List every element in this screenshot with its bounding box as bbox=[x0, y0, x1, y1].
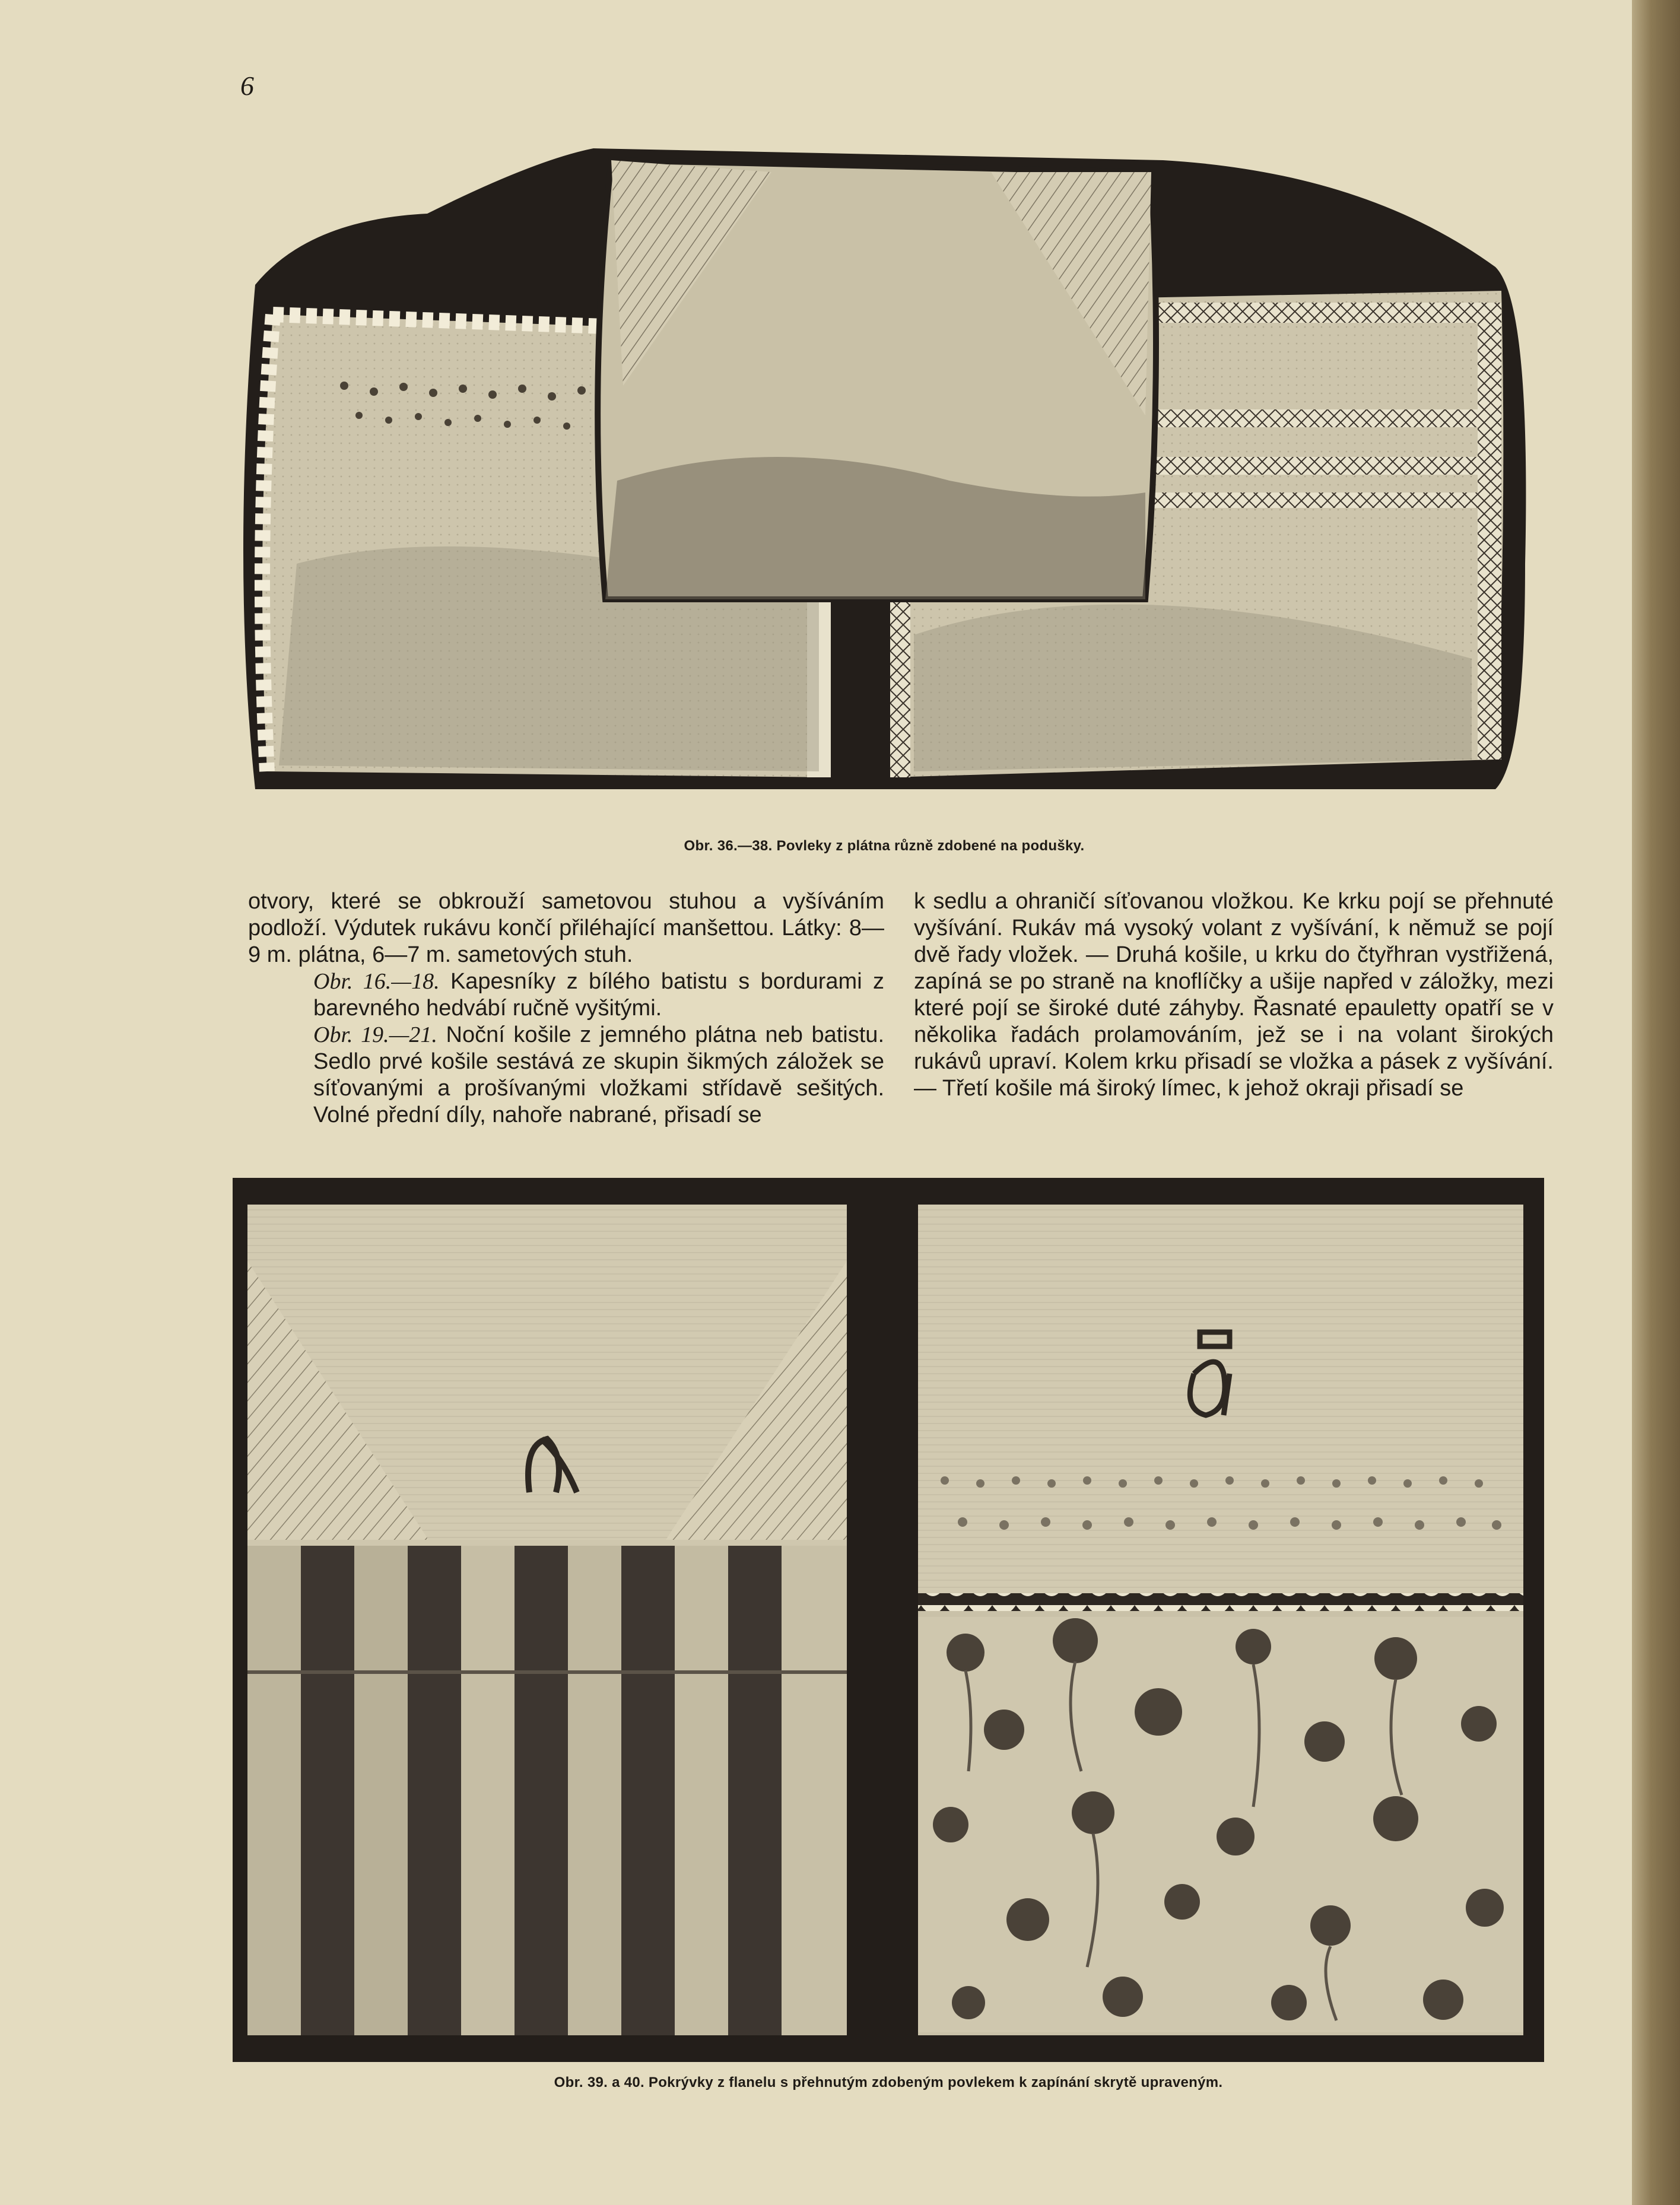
pillows-illustration bbox=[237, 148, 1531, 819]
pillows-engraving bbox=[237, 148, 1531, 819]
paragraph-text: Noční košile z jemného plátna neb batistu. Sedlo prvé košile sestává ze skupin šikmých záložek se síťovanými a prošívanými vložkami střídavě sešitých. Volné přední díly, nahoře nabrané, přisadí se bbox=[313, 1022, 884, 1127]
center-pillow bbox=[598, 160, 1156, 599]
figure-reference: Obr. 16.—18. bbox=[313, 969, 440, 994]
paragraph bbox=[248, 968, 884, 1022]
paragraph bbox=[248, 1022, 884, 1129]
paragraph: otvory, které se obkrouží sametovou stuhou a vyšíváním podloží. Výdutek rukávu končí přiléhající manšettou. Látky: 8—9 m. plátna, 6—7 m. sametových stuh. bbox=[248, 889, 884, 967]
figure-caption-top: Obr. 36.—38. Povleky z plátna různě zdobené na podušky. bbox=[684, 838, 1085, 854]
right-blanket bbox=[918, 1205, 1523, 2035]
figure-caption-bottom: Obr. 39. a 40. Pokrývky z flanelu s přehnutým zdobeným povlekem k zapínání skrytě upraveným. bbox=[554, 2074, 1223, 2090]
blankets-engraving bbox=[233, 1178, 1544, 2062]
page-number: 6 bbox=[240, 71, 254, 101]
page-edge bbox=[1632, 0, 1680, 2205]
figure-reference: Obr. 19.—21. bbox=[313, 1022, 437, 1047]
text-column-left bbox=[248, 888, 884, 1129]
paragraph: k sedlu a ohraničí síťovanou vložkou. Ke krku pojí se přehnuté vyšívání. Rukáv má vysoký volant z vyšívání, k němuž se pojí dvě řady vložek. — Druhá košile, u krku do čtyřhran vystřižená, zapíná se po straně na knoflíčky a ušije napřed v záložky, mezi které pojí se široké duté záhyby. Řasnaté epauletty opatří se v několika řadách prolamováním, jež se i na volant širokých rukávů upraví. Kolem krku přisadí se vložka a pásek z vyšívání. — Třetí košile má široký límec, k jehož okraji přisadí se bbox=[914, 889, 1554, 1101]
left-blanket bbox=[247, 1205, 847, 2035]
poppy-pattern bbox=[918, 1617, 1523, 2032]
paragraph-text: Kapesníky z bílého batistu s bordurami z barevného hedvábí ručně vyšitými. bbox=[313, 969, 884, 1021]
text-column-right bbox=[914, 888, 1554, 1102]
blankets-illustration bbox=[233, 1178, 1544, 2062]
